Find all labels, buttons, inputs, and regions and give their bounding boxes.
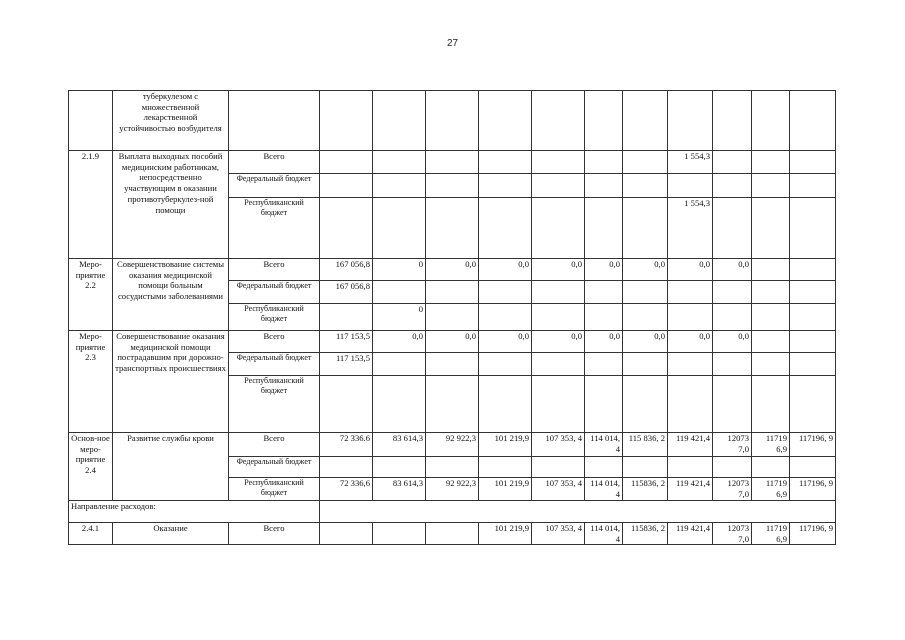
value-cell — [585, 304, 623, 331]
source-cell: Федеральный бюджет — [229, 174, 320, 198]
value-cell — [532, 281, 585, 304]
value-cell: 11719 6,9 — [752, 433, 790, 457]
value-cell: 1 554,3 — [668, 198, 713, 259]
source-cell: Всего — [229, 331, 320, 353]
value-cell — [623, 174, 668, 198]
value-cell: 0,0 — [713, 331, 752, 353]
value-cell — [426, 198, 479, 259]
value-cell: 117 153,5 — [320, 353, 373, 376]
table-row-continuation — [69, 91, 836, 151]
table-row-2-4-total — [69, 433, 836, 457]
source-cell: Федеральный бюджет — [229, 353, 320, 376]
value-cell: 83 614,3 — [373, 478, 426, 501]
value-cell: 115836, 2 — [623, 478, 668, 501]
value-cell — [713, 151, 752, 174]
value-cell: 117196, 9 — [790, 433, 836, 457]
value-cell — [668, 91, 713, 151]
value-cell — [320, 523, 373, 545]
value-cell — [373, 523, 426, 545]
source-cell: Всего — [229, 433, 320, 457]
value-cell — [790, 304, 836, 331]
value-cell: 107 353, 4 — [532, 523, 585, 545]
value-cell — [752, 198, 790, 259]
value-cell — [713, 281, 752, 304]
value-cell — [713, 198, 752, 259]
value-cell — [479, 457, 532, 478]
value-cell: 119 421,4 — [668, 433, 713, 457]
value-cell — [373, 91, 426, 151]
value-cell — [532, 151, 585, 174]
value-cell — [585, 376, 623, 433]
value-cell: 72 336.6 — [320, 433, 373, 457]
value-cell — [790, 198, 836, 259]
value-cell — [532, 198, 585, 259]
value-cell: 117196, 9 — [790, 478, 836, 501]
value-cell — [752, 151, 790, 174]
value-cell: 0 — [373, 259, 426, 281]
source-cell: Всего — [229, 259, 320, 281]
value-cell — [790, 353, 836, 376]
value-cell: 0,0 — [532, 331, 585, 353]
table-row-2-3-total — [69, 331, 836, 353]
value-cell: 0,0 — [585, 331, 623, 353]
value-cell — [373, 457, 426, 478]
value-cell: 0 — [373, 304, 426, 331]
value-cell: 1 554,3 — [668, 151, 713, 174]
value-cell — [426, 281, 479, 304]
directions-filler — [320, 501, 836, 523]
value-cell: 114 014, 4 — [585, 478, 623, 501]
value-cell — [668, 281, 713, 304]
value-cell — [532, 174, 585, 198]
value-cell — [790, 457, 836, 478]
value-cell — [790, 281, 836, 304]
value-cell — [479, 376, 532, 433]
value-cell — [373, 353, 426, 376]
value-cell — [713, 353, 752, 376]
value-cell — [713, 376, 752, 433]
value-cell: 0,0 — [426, 259, 479, 281]
value-cell — [373, 198, 426, 259]
value-cell: 117 153,5 — [320, 331, 373, 353]
value-cell: 0,0 — [479, 331, 532, 353]
source-cell: Республиканский бюджет — [229, 478, 320, 501]
value-cell — [623, 91, 668, 151]
value-cell — [585, 174, 623, 198]
value-cell — [752, 457, 790, 478]
source-cell: Федеральный бюджет — [229, 457, 320, 478]
budget-table — [68, 90, 836, 545]
value-cell — [713, 174, 752, 198]
value-cell — [426, 457, 479, 478]
value-cell — [752, 281, 790, 304]
value-cell — [426, 523, 479, 545]
value-cell — [790, 376, 836, 433]
value-cell: 92 922,3 — [426, 433, 479, 457]
value-cell: 101 219,9 — [479, 433, 532, 457]
value-cell: 101 219,9 — [479, 523, 532, 545]
value-cell — [713, 91, 752, 151]
value-cell: 0,0 — [373, 331, 426, 353]
value-cell: 114 014, 4 — [585, 523, 623, 545]
value-cell: 117196, 9 — [790, 523, 836, 545]
name-cell: Совершенствование системы оказания медицинской помощи больным сосудистыми заболеваниями — [113, 259, 229, 331]
value-cell — [479, 174, 532, 198]
value-cell — [532, 376, 585, 433]
value-cell: 119 421,4 — [668, 478, 713, 501]
value-cell — [790, 331, 836, 353]
value-cell — [585, 91, 623, 151]
source-cell: Республиканский бюджет — [229, 376, 320, 433]
value-cell — [623, 151, 668, 174]
value-cell — [320, 91, 373, 151]
value-cell — [479, 198, 532, 259]
table-row-2-2-total — [69, 259, 836, 281]
value-cell — [585, 198, 623, 259]
source-cell: Всего — [229, 523, 320, 545]
name-cell: Оказание — [113, 523, 229, 545]
value-cell — [320, 174, 373, 198]
value-cell — [479, 353, 532, 376]
value-cell: 107 353, 4 — [532, 433, 585, 457]
value-cell — [668, 353, 713, 376]
value-cell — [585, 281, 623, 304]
value-cell: 0,0 — [532, 259, 585, 281]
value-cell — [752, 376, 790, 433]
value-cell — [790, 174, 836, 198]
value-cell — [623, 281, 668, 304]
value-cell — [623, 304, 668, 331]
value-cell — [752, 259, 790, 281]
value-cell: 72 336,6 — [320, 478, 373, 501]
value-cell — [320, 457, 373, 478]
value-cell — [752, 174, 790, 198]
value-cell — [426, 376, 479, 433]
page-number: 27 — [446, 38, 459, 49]
value-cell: 167 056,8 — [320, 281, 373, 304]
source-cell: Всего — [229, 151, 320, 174]
name-cell: Развитие службы крови — [113, 433, 229, 501]
value-cell — [752, 331, 790, 353]
value-cell — [479, 151, 532, 174]
value-cell — [320, 198, 373, 259]
name-cell: Совершенствование оказания медицинской помощи пострадавшим при дорожно-транспортных происшествиях — [113, 331, 229, 433]
value-cell — [532, 353, 585, 376]
source-cell — [229, 91, 320, 151]
value-cell — [479, 91, 532, 151]
code-cell: 2.1.9 — [69, 151, 113, 259]
value-cell: 119 421,4 — [668, 523, 713, 545]
value-cell — [426, 151, 479, 174]
value-cell: 115 836, 2 — [623, 433, 668, 457]
value-cell — [320, 304, 373, 331]
value-cell — [426, 91, 479, 151]
value-cell — [668, 304, 713, 331]
directions-label: Направление расходов: — [69, 501, 320, 523]
value-cell: 0,0 — [479, 259, 532, 281]
source-cell: Республиканский бюджет — [229, 198, 320, 259]
value-cell: 167 056,8 — [320, 259, 373, 281]
value-cell — [479, 281, 532, 304]
value-cell — [790, 259, 836, 281]
value-cell — [426, 174, 479, 198]
value-cell — [752, 304, 790, 331]
value-cell — [373, 376, 426, 433]
value-cell: 0,0 — [713, 259, 752, 281]
value-cell — [623, 353, 668, 376]
table-row-directions — [69, 501, 836, 523]
value-cell — [426, 353, 479, 376]
value-cell: 12073 7,0 — [713, 523, 752, 545]
code-cell: 2.4.1 — [69, 523, 113, 545]
table-row-2-4-1-total — [69, 523, 836, 545]
source-cell: Республиканский бюджет — [229, 304, 320, 331]
value-cell — [623, 457, 668, 478]
value-cell — [532, 457, 585, 478]
value-cell: 0,0 — [585, 259, 623, 281]
value-cell — [373, 281, 426, 304]
table-row-2-1-9-total — [69, 151, 836, 174]
value-cell — [623, 376, 668, 433]
value-cell — [320, 151, 373, 174]
value-cell: 107 353, 4 — [532, 478, 585, 501]
value-cell — [373, 174, 426, 198]
value-cell — [532, 91, 585, 151]
value-cell: 101 219,9 — [479, 478, 532, 501]
value-cell: 0,0 — [668, 331, 713, 353]
value-cell — [752, 91, 790, 151]
value-cell — [426, 304, 479, 331]
value-cell: 12073 7,0 — [713, 433, 752, 457]
value-cell — [320, 376, 373, 433]
value-cell — [713, 457, 752, 478]
value-cell — [373, 151, 426, 174]
value-cell — [713, 304, 752, 331]
value-cell: 11719 6,9 — [752, 478, 790, 501]
value-cell: 0,0 — [668, 259, 713, 281]
value-cell: 0,0 — [623, 259, 668, 281]
code-cell: Меро-приятие 2.2 — [69, 259, 113, 331]
value-cell: 115836, 2 — [623, 523, 668, 545]
code-cell: Основ-ное меро-приятие 2.4 — [69, 433, 113, 501]
code-cell — [69, 91, 113, 151]
value-cell — [623, 198, 668, 259]
value-cell — [532, 304, 585, 331]
value-cell — [668, 376, 713, 433]
value-cell: 0,0 — [623, 331, 668, 353]
value-cell — [790, 151, 836, 174]
value-cell — [668, 457, 713, 478]
value-cell — [585, 151, 623, 174]
code-cell: Меро-приятие 2.3 — [69, 331, 113, 433]
value-cell: 114 014, 4 — [585, 433, 623, 457]
source-cell: Федеральный бюджет — [229, 281, 320, 304]
name-cell: Выплата выходных пособий медицинским работникам, непосредственно участвующим в оказании противотуберкулез-ной помощи — [113, 151, 229, 259]
value-cell — [752, 353, 790, 376]
value-cell: 83 614,3 — [373, 433, 426, 457]
value-cell: 12073 7,0 — [713, 478, 752, 501]
value-cell: 0,0 — [426, 331, 479, 353]
name-cell: туберкулезом с множественной лекарственной устойчивостью возбудителя — [113, 91, 229, 151]
value-cell: 92 922,3 — [426, 478, 479, 501]
value-cell — [668, 174, 713, 198]
value-cell — [790, 91, 836, 151]
value-cell — [479, 304, 532, 331]
value-cell — [585, 457, 623, 478]
value-cell: 11719 6,9 — [752, 523, 790, 545]
value-cell — [585, 353, 623, 376]
